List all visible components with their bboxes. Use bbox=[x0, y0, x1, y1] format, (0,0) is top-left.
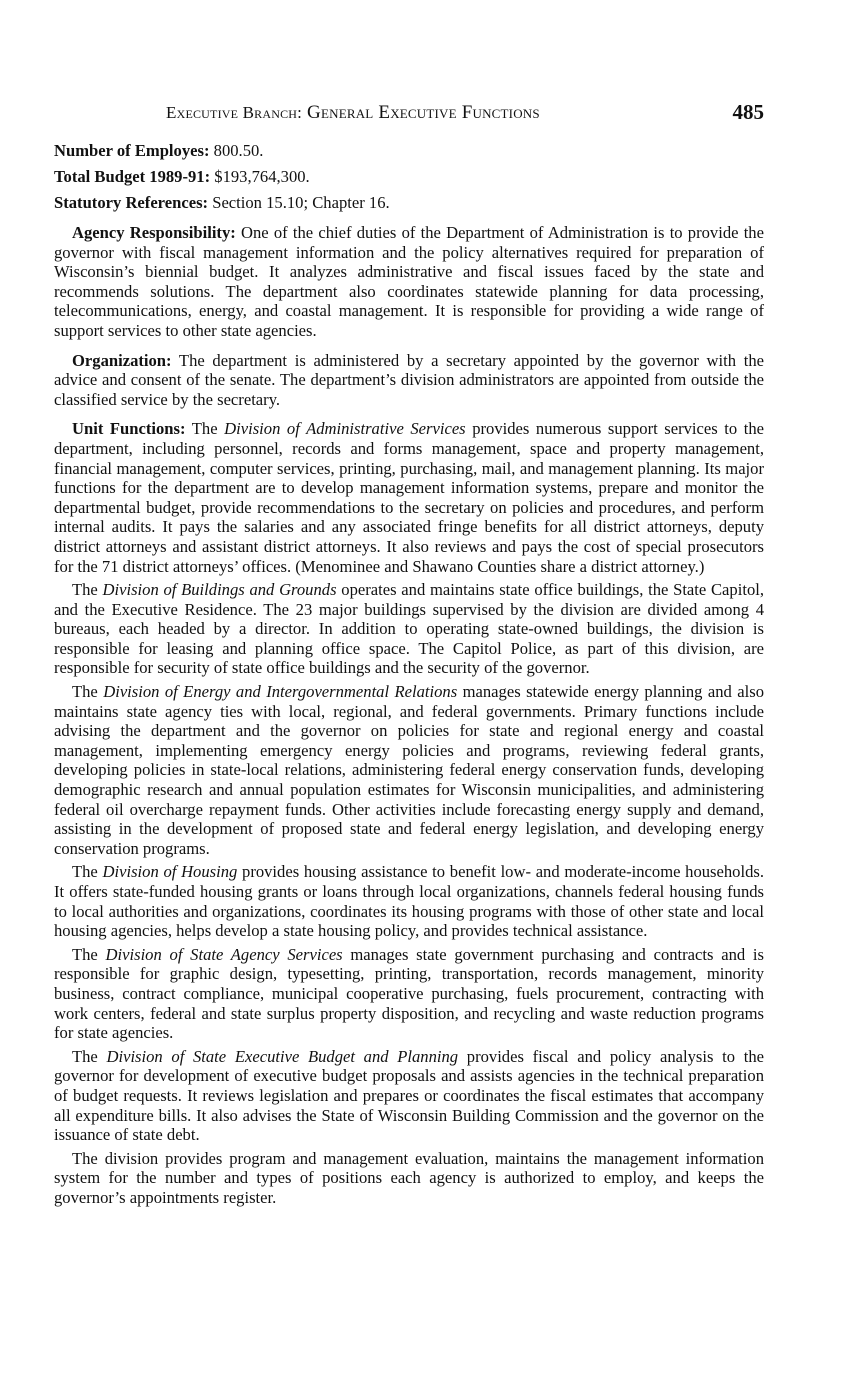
agency-responsibility-label: Agency Responsibility: bbox=[72, 223, 236, 242]
statutory-line bbox=[54, 192, 764, 213]
organization-paragraph bbox=[54, 351, 764, 410]
page-header bbox=[54, 98, 764, 130]
division-name: Division of Buildings and Grounds bbox=[102, 580, 337, 600]
employees-line bbox=[54, 140, 764, 161]
division-text: manages statewide energy planning and also maintains state agency ties with local, regional, and federal governments. Primary functions include advising the department and the governor on policies for state and regional energy and coastal management, implementing emergency energy policies and programs, reviewing federal grants, developing policies in state-local relations, administering federal energy conservation funds, developing demographic research and annual population estimates for Wisconsin municipalities, and administering federal oil overcharge repayment funds. Other activities include forecasting energy supply and demand, assisting in the development of proposed state and federal energy legislation, and developing energy conservation programs. bbox=[54, 682, 764, 858]
organization-label: Organization: bbox=[72, 350, 172, 370]
division-text: operates and maintains state office buildings, the State Capitol, and the Executive Residence. The 23 major buildings supervised by the division are divided among 4 bureaus, each headed by a director. In addition to operating state-owned buildings, the division is responsible for leasing and planning office space. The Capitol Police, as part of this division, are responsible for security of state office buildings and the security of the governor. bbox=[54, 580, 764, 678]
closing-paragraph: The division provides program and management evaluation, maintains the management information system for the number and types of positions each agency is authorized to employ, and keeps the governor’s appointments register. bbox=[54, 1148, 764, 1207]
budget-label: Total Budget 1989-91: bbox=[54, 167, 211, 186]
agency-responsibility-text: One of the chief duties of the Department of Administration is to provide the governor with fiscal management information and the policy alternatives required for preparation of Wisconsin’s biennial budget. It analyzes administrative and fiscal issues faced by the state and recommends solutions. The department also coordinates statewide planning for data processing, telecommunications, energy, and coastal management. It is responsible for providing a wide range of support services to other state agencies. bbox=[54, 223, 764, 340]
agency-responsibility-paragraph bbox=[54, 223, 764, 341]
page-number: 485 bbox=[732, 100, 764, 124]
running-title-section: General Executive Functions bbox=[307, 102, 540, 123]
division-paragraph-budget-planning bbox=[54, 1047, 764, 1145]
division-text: manages state government purchasing and contracts and is responsible for graphic design, typesetting, printing, transportation, records management, minority business, contract compliance, municipal cooperative purchasing, fuels procurement, contracting with work centers, federal and state surplus property disposition, and recycling and waste reduction programs for state agencies. bbox=[54, 944, 764, 1043]
division-pre: The bbox=[72, 1046, 107, 1066]
division-name: Division of Housing bbox=[102, 862, 238, 882]
employees-label: Number of Employes: bbox=[54, 141, 210, 160]
division-name: Division of State Executive Budget and Planning bbox=[106, 1046, 459, 1066]
unit-functions-label: Unit Functions: bbox=[72, 419, 186, 439]
unit-functions-text: provides numerous support services to the department, including personnel, records and forms management, space and property management, financial management, computer services, printing, purchasing, mail, and management planning. Its major functions for the department are to develop management information systems, prepare and monitor the departmental budget, provide recommendations to the secretary on policies and procedures, and perform internal audits. It pays the salaries and any associated fringe benefits for all district attorneys, deputy district attorneys and assistant district attorneys. It also reviews and pays the cost of special prosecutors for the 71 district attorneys’ offices. (Menominee and Shawano Counties share a district attorney.) bbox=[54, 419, 765, 576]
division-paragraph-energy bbox=[54, 682, 764, 858]
division-pre: The bbox=[72, 944, 106, 964]
running-title-branch: Executive Branch: bbox=[166, 103, 303, 122]
division-pre: The bbox=[72, 682, 104, 702]
division-name: Division of Energy and Intergovernmental Relations bbox=[103, 682, 458, 702]
division-text: provides housing assistance to benefit low- and moderate-income households. It offers state-funded housing grants or loans through local organizations, channels federal housing funds to local authorities and organizations, coordinates its housing programs with those of other state and local housing agencies, helps develop a state housing policy, and provides technical assistance. bbox=[54, 862, 764, 941]
running-title bbox=[166, 102, 540, 124]
division-pre: The bbox=[72, 862, 103, 882]
organization-text: The department is administered by a secretary appointed by the governor with the advice and consent of the senate. The department’s division administrators are appointed from outside the classified service by the secretary. bbox=[54, 350, 764, 409]
division-pre: The bbox=[72, 580, 103, 600]
employees-value: 800.50. bbox=[209, 141, 264, 160]
statutory-label: Statutory References: bbox=[54, 193, 209, 212]
division-paragraph-agency-services bbox=[54, 945, 764, 1043]
division-paragraph-housing bbox=[54, 862, 764, 940]
division-name: Division of State Agency Services bbox=[105, 944, 343, 964]
document-page bbox=[54, 98, 764, 1208]
division-text: provides fiscal and policy analysis to the governor for development of executive budget proposals and assists agencies in the technical preparation of budget requests. It reviews legislation and prepares or coordinates the fiscal estimates that accompany all expenditure bills. It also advises the State of Wisconsin Building Commission and the governor on the issuance of state debt. bbox=[54, 1046, 764, 1145]
budget-value: $193,764,300. bbox=[210, 167, 310, 186]
unit-functions-pre: The bbox=[185, 419, 225, 439]
budget-line bbox=[54, 166, 764, 187]
division-paragraph-buildings bbox=[54, 580, 764, 678]
division-name: Division of Administrative Services bbox=[224, 419, 466, 439]
statutory-value: Section 15.10; Chapter 16. bbox=[208, 193, 390, 212]
unit-functions-paragraph bbox=[54, 419, 764, 576]
